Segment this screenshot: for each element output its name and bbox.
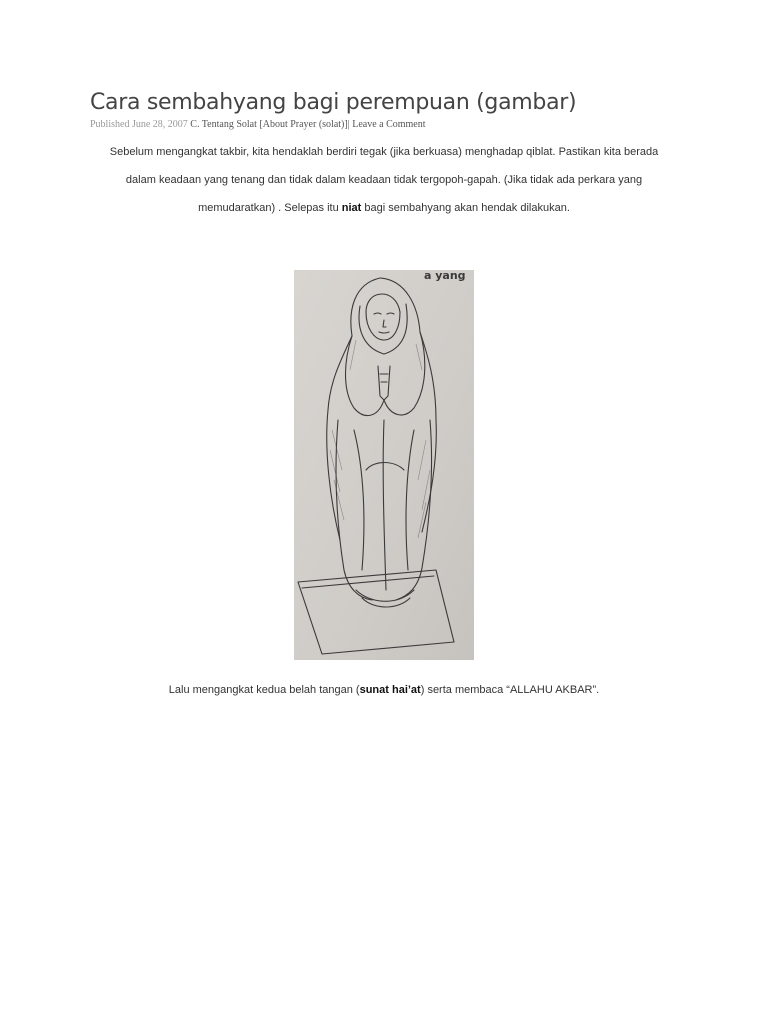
figure-corner-text: a yang <box>424 270 466 282</box>
leave-comment-link[interactable]: Leave a Comment <box>352 119 426 130</box>
prayer-illustration <box>294 270 474 660</box>
sunat-haiat-bold: sunat hai’at <box>359 684 421 696</box>
intro-line-3-text-after: bagi sembahyang akan hendak dilakukan. <box>361 202 570 214</box>
intro-line-2: dalam keadaan yang tenang dan tidak dalam keadaan tidak tergopoh-gapah. (Jika tidak ada perkara yang <box>125 174 643 186</box>
after-figure-text-before: Lalu mengangkat kedua belah tangan ( <box>168 684 360 696</box>
niat-bold: niat <box>341 202 362 214</box>
standing-woman-sketch-icon <box>294 270 474 660</box>
intro-line-1: Sebelum mengangkat takbir, kita hendaklah berdiri tegak (jika berkuasa) menghadap qiblat. Pastikan kita berada <box>109 146 659 158</box>
post-meta <box>90 119 426 130</box>
post-title[interactable]: Cara sembahyang bagi perempuan (gambar) <box>90 90 577 115</box>
after-figure-line <box>70 684 698 696</box>
intro-line-3 <box>70 202 698 214</box>
after-figure-text-after: ) serta membaca “ALLAHU AKBAR”. <box>420 684 600 696</box>
meta-separator: | <box>347 119 350 130</box>
intro-line-3-text-before: memudaratkan) . Selepas itu <box>198 202 342 214</box>
category-link[interactable]: C. Tentang Solat [About Prayer (solat)] <box>190 119 348 130</box>
published-date: Published June 28, 2007 <box>90 119 188 130</box>
